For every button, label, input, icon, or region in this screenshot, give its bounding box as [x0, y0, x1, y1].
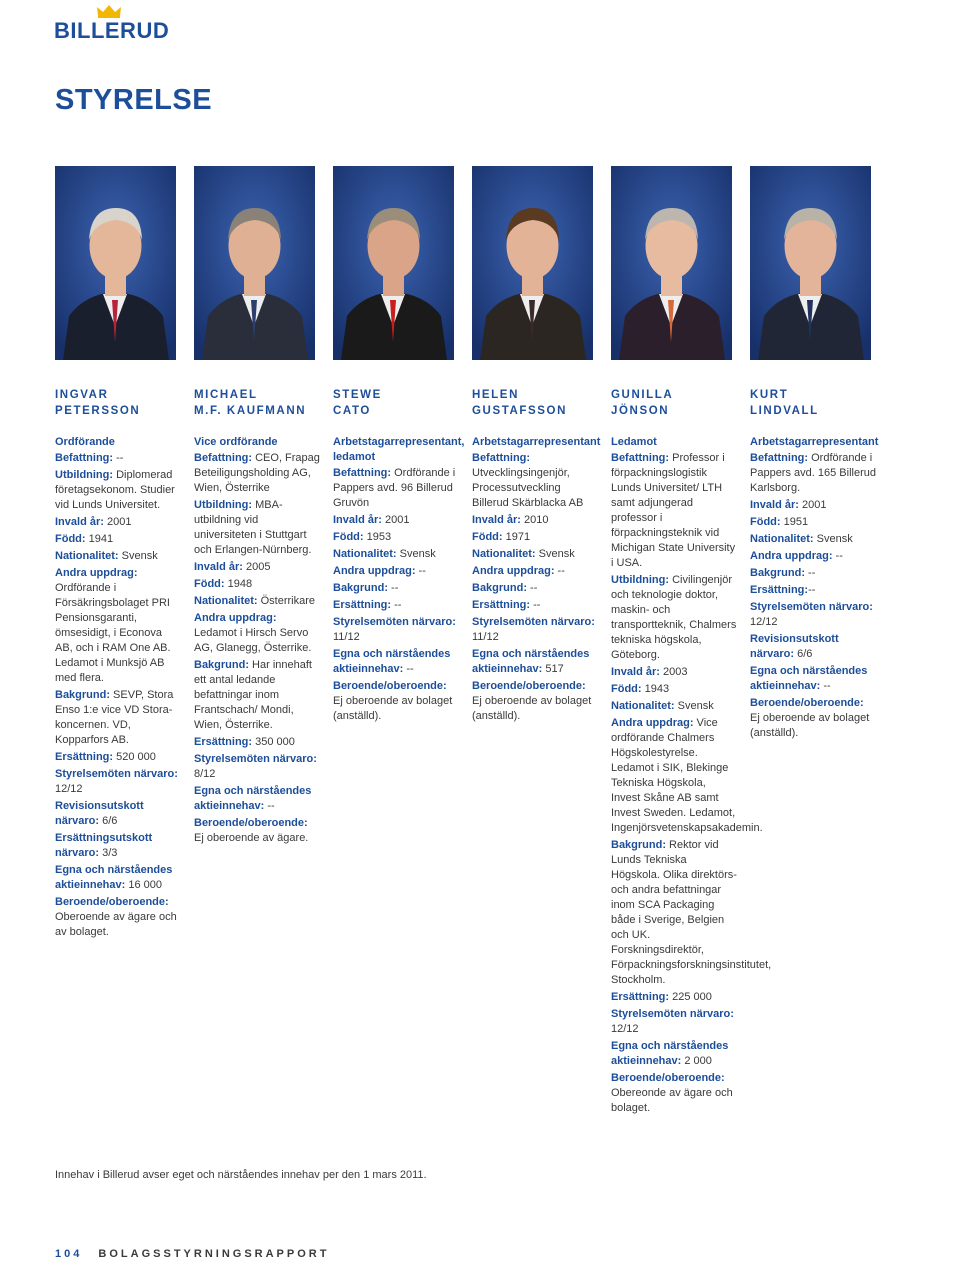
- detail-value: 16 000: [125, 879, 163, 891]
- detail-item: [333, 581, 459, 596]
- detail-item: [472, 564, 598, 579]
- detail-label: Utbildning:: [194, 499, 253, 511]
- member-name: [750, 388, 876, 420]
- detail-item: [611, 682, 737, 697]
- detail-item: [55, 549, 181, 564]
- detail-item: [333, 564, 459, 579]
- detail-label: Invald år:: [611, 666, 660, 678]
- detail-label: Invald år:: [333, 514, 382, 526]
- logo-text: BILLERUD: [54, 18, 170, 43]
- detail-item: [472, 598, 598, 613]
- detail-item: [472, 547, 598, 562]
- detail-value: 2001: [381, 514, 410, 526]
- detail-label: Andra uppdrag:: [611, 717, 694, 729]
- page-footer: [55, 1248, 329, 1260]
- detail-item: [750, 549, 876, 564]
- portrait-photo: [611, 166, 732, 360]
- detail-label: Revisionsutskott närvaro:: [750, 633, 839, 660]
- detail-label: Bakgrund:: [333, 582, 388, 594]
- detail-label: Bakgrund:: [472, 582, 527, 594]
- detail-item: [55, 895, 181, 940]
- member-first-name: INGVAR: [55, 389, 109, 401]
- detail-label: Befattning:: [472, 452, 531, 464]
- detail-value: Civilingenjör och teknologie doktor, maskin- och transportteknik, Chalmers tekniska högskola, Göteborg.: [611, 574, 737, 661]
- detail-label: Invald år:: [55, 516, 104, 528]
- detail-value: 8/12: [194, 768, 216, 780]
- detail-item: [750, 515, 876, 530]
- detail-value: Ej oberoende av ägare.: [194, 832, 309, 844]
- portrait-photo: [55, 166, 176, 360]
- detail-label: Styrelsemöten närvaro:: [611, 1008, 734, 1020]
- section-name: BOLAGSSTYRNINGSRAPPORT: [98, 1248, 330, 1260]
- detail-value: 2005: [242, 561, 271, 573]
- detail-item: [55, 799, 181, 829]
- detail-item: [750, 632, 876, 662]
- detail-value: --: [808, 584, 816, 596]
- member-last-name: CATO: [333, 404, 371, 417]
- detail-label: Beroende/oberoende:: [750, 697, 864, 709]
- detail-label: Ersättning:: [55, 751, 114, 763]
- detail-label: Egna och närståendes aktieinnehav:: [194, 785, 312, 812]
- detail-label: Andra uppdrag:: [472, 565, 555, 577]
- detail-label: Invald år:: [472, 514, 521, 526]
- detail-item: [611, 990, 737, 1005]
- member-role: Ledamot: [611, 436, 657, 448]
- member-first-name: GUNILLA: [611, 389, 674, 401]
- detail-value: 1948: [224, 578, 253, 590]
- detail-label: Född:: [194, 578, 225, 590]
- member-role: Arbetstagarrepresentant: [472, 436, 601, 448]
- detail-item: [55, 566, 181, 686]
- detail-item: [194, 451, 320, 496]
- detail-label: Befattning:: [194, 452, 253, 464]
- detail-value: CEO, Frapag Beteiligungsholding AG, Wien, Österrike: [194, 452, 320, 494]
- detail-label: Andra uppdrag:: [194, 612, 277, 624]
- detail-item: [55, 515, 181, 530]
- member-first-name: STEWE: [333, 389, 382, 401]
- detail-value: Oberoende av ägare och av bolaget.: [55, 911, 177, 938]
- detail-value: Ledamot i Hirsch Servo AG, Glanegg, Österrike.: [194, 627, 312, 654]
- detail-item: [472, 451, 598, 511]
- detail-value: --: [805, 567, 816, 579]
- detail-value: Obereonde av ägare och bolaget.: [611, 1087, 733, 1114]
- detail-value: 6/6: [99, 815, 118, 827]
- member-role: Ordförande: [55, 436, 115, 448]
- detail-label: Beroende/oberoende:: [194, 817, 308, 829]
- detail-item: [750, 583, 876, 598]
- member-name: [194, 388, 320, 420]
- detail-label: Ersättning:: [750, 584, 809, 596]
- board-member-column: [472, 166, 601, 726]
- detail-label: Beroende/oberoende:: [611, 1072, 725, 1084]
- detail-value: 1951: [780, 516, 809, 528]
- detail-label: Född:: [750, 516, 781, 528]
- detail-label: Befattning:: [611, 452, 670, 464]
- detail-label: Ersättningsutskott närvaro:: [55, 832, 153, 859]
- detail-value: 11/12: [333, 631, 360, 643]
- member-last-name: GUSTAFSSON: [472, 404, 568, 417]
- member-role: Arbetstagarrepresentant: [750, 436, 879, 448]
- detail-value: 520 000: [113, 751, 156, 763]
- detail-item: [333, 679, 459, 724]
- detail-item: [55, 468, 181, 513]
- detail-value: 1971: [502, 531, 531, 543]
- detail-label: Nationalitet:: [611, 700, 675, 712]
- detail-value: Svensk: [674, 700, 714, 712]
- detail-value: --: [388, 582, 399, 594]
- detail-item: [750, 696, 876, 741]
- detail-label: Revisionsutskott närvaro:: [55, 800, 144, 827]
- detail-value: Professor i förpackningslogistik Lunds Universitet/ LTH samt adjungerad professor i förpackningsteknik vid Michigan State University i USA.: [611, 452, 736, 569]
- detail-item: [55, 831, 181, 861]
- member-first-name: HELEN: [472, 389, 519, 401]
- detail-label: Bakgrund:: [750, 567, 805, 579]
- detail-item: [194, 735, 320, 750]
- member-last-name: JÖNSON: [611, 404, 670, 417]
- detail-label: Egna och närståendes aktieinnehav:: [333, 648, 451, 675]
- detail-label: Ersättning:: [472, 599, 531, 611]
- detail-value: --: [391, 599, 402, 611]
- member-first-name: KURT: [750, 389, 789, 401]
- member-details: [750, 435, 879, 741]
- detail-value: Ordförande i Pappers avd. 96 Billerud Gruvön: [333, 467, 456, 509]
- detail-item: [55, 532, 181, 547]
- detail-value: Utvecklingsingenjör, Processutveckling Billerud Skärblacka AB: [472, 467, 584, 509]
- detail-item: [55, 863, 181, 893]
- detail-item: [55, 688, 181, 748]
- footnote: Innehav i Billerud avser eget och närståendes innehav per den 1 mars 2011.: [55, 1169, 427, 1181]
- page-number: 104: [55, 1248, 83, 1260]
- detail-item: [333, 615, 459, 645]
- detail-value: SEVP, Stora Enso 1:e vice VD Stora-koncernen. VD, Kopparfors AB.: [55, 689, 174, 746]
- detail-item: [194, 784, 320, 814]
- detail-value: Svensk: [813, 533, 853, 545]
- detail-item: [333, 547, 459, 562]
- detail-label: Befattning:: [333, 467, 392, 479]
- member-first-name: MICHAEL: [194, 389, 258, 401]
- detail-value: --: [832, 550, 843, 562]
- detail-item: [194, 577, 320, 592]
- board-member-column: [55, 166, 181, 942]
- detail-value: 2 000: [681, 1055, 712, 1067]
- detail-label: Egna och närståendes aktieinnehav:: [472, 648, 590, 675]
- billerud-logo: [54, 4, 170, 44]
- member-details: [55, 435, 181, 940]
- detail-value: 1941: [85, 533, 114, 545]
- detail-value: --: [554, 565, 565, 577]
- member-name: [611, 388, 737, 420]
- detail-label: Beroende/oberoende:: [55, 896, 169, 908]
- detail-label: Ersättning:: [194, 736, 253, 748]
- detail-value: Har innehaft ett antal ledande befattningar inom Frantschach/ Mondi, Wien, Österrike.: [194, 659, 312, 731]
- detail-item: [750, 498, 876, 513]
- member-name: [472, 388, 598, 420]
- detail-item: [750, 566, 876, 581]
- detail-label: Nationalitet:: [333, 548, 397, 560]
- detail-value: 6/6: [794, 648, 813, 660]
- detail-value: Svensk: [535, 548, 575, 560]
- member-details: [472, 435, 601, 724]
- detail-item: [611, 1039, 737, 1069]
- detail-value: 12/12: [611, 1023, 639, 1035]
- detail-item: [611, 716, 763, 836]
- detail-item: [194, 560, 320, 575]
- detail-item: [750, 664, 876, 694]
- detail-label: Styrelsemöten närvaro:: [750, 601, 873, 613]
- detail-item: [611, 573, 737, 663]
- detail-item: [611, 838, 772, 988]
- member-role: Arbetstagarrepresentant, ledamot: [333, 436, 465, 463]
- member-name: [55, 388, 181, 420]
- detail-item: [194, 658, 320, 733]
- detail-label: Egna och närståendes aktieinnehav:: [55, 864, 173, 891]
- detail-value: 350 000: [252, 736, 295, 748]
- detail-value: Ej oberoende av bolaget (anställd).: [333, 695, 453, 722]
- member-last-name: PETERSSON: [55, 404, 141, 417]
- detail-value: Svensk: [396, 548, 436, 560]
- detail-label: Nationalitet:: [472, 548, 536, 560]
- detail-item: [472, 513, 598, 528]
- detail-item: [472, 530, 598, 545]
- detail-label: Bakgrund:: [611, 839, 666, 851]
- detail-value: 225 000: [669, 991, 712, 1003]
- detail-label: Styrelsemöten närvaro:: [472, 616, 595, 628]
- detail-item: [611, 1007, 737, 1037]
- board-member-column: [194, 166, 320, 848]
- detail-label: Född:: [55, 533, 86, 545]
- detail-label: Andra uppdrag:: [750, 550, 833, 562]
- detail-value: Österrikare: [257, 595, 316, 607]
- detail-value: 517: [542, 663, 564, 675]
- detail-value: 2003: [659, 666, 688, 678]
- member-last-name: M.F. KAUFMANN: [194, 404, 307, 417]
- detail-value: --: [403, 663, 414, 675]
- detail-value: 1953: [363, 531, 392, 543]
- detail-item: [194, 594, 320, 609]
- detail-label: Befattning:: [750, 452, 809, 464]
- detail-label: Utbildning:: [55, 469, 114, 481]
- detail-value: --: [530, 599, 541, 611]
- detail-item: [194, 752, 320, 782]
- detail-item: [194, 611, 320, 656]
- detail-value: Ordförande i Försäkringsbolaget PRI Pensionsgaranti, ömsesidigt, i Econova AB, och i RAM One AB. Ledamot i Munksjö AB med flera.: [55, 582, 171, 684]
- detail-item: [472, 679, 598, 724]
- detail-label: Född:: [472, 531, 503, 543]
- detail-value: 12/12: [55, 783, 83, 795]
- detail-value: 2010: [520, 514, 549, 526]
- detail-value: --: [527, 582, 538, 594]
- detail-value: --: [264, 800, 275, 812]
- portrait-photo: [750, 166, 871, 360]
- detail-item: [472, 581, 598, 596]
- page-title: STYRELSE: [55, 84, 213, 116]
- detail-item: [194, 498, 320, 558]
- detail-value: 2001: [798, 499, 827, 511]
- detail-label: Invald år:: [750, 499, 799, 511]
- detail-item: [333, 513, 459, 528]
- detail-value: 2001: [103, 516, 132, 528]
- detail-label: Andra uppdrag:: [333, 565, 416, 577]
- board-member-column: [750, 166, 879, 743]
- detail-item: [750, 532, 876, 547]
- detail-value: 11/12: [472, 631, 499, 643]
- detail-label: Utbildning:: [611, 574, 670, 586]
- detail-value: Ej oberoende av bolaget (anställd).: [750, 712, 870, 739]
- member-details: [611, 435, 772, 1116]
- detail-item: [55, 451, 181, 466]
- detail-label: Egna och närståendes aktieinnehav:: [750, 665, 868, 692]
- detail-value: --: [113, 452, 124, 464]
- detail-value: Svensk: [118, 550, 158, 562]
- detail-label: Beroende/oberoende:: [333, 680, 447, 692]
- detail-item: [333, 530, 459, 545]
- detail-item: [750, 451, 876, 496]
- detail-item: [611, 451, 737, 571]
- detail-value: 1943: [641, 683, 670, 695]
- detail-value: --: [415, 565, 426, 577]
- detail-value: Rektor vid Lunds Tekniska Högskola. Olika direktörs- och andra befattningar inom SCA Packaging både i Sverige, Belgien och UK. Forskningsdirektör, Förpackningsforskningsinstitutet, Stockholm.: [611, 839, 772, 986]
- crown-icon: [96, 4, 122, 18]
- detail-item: [611, 665, 737, 680]
- detail-label: Nationalitet:: [750, 533, 814, 545]
- detail-label: Ersättning:: [333, 599, 392, 611]
- member-last-name: LINDVALL: [750, 404, 819, 417]
- detail-label: Född:: [611, 683, 642, 695]
- portrait-photo: [472, 166, 593, 360]
- detail-label: Nationalitet:: [194, 595, 258, 607]
- detail-label: Andra uppdrag:: [55, 567, 138, 579]
- detail-label: Född:: [333, 531, 364, 543]
- portrait-photo: [333, 166, 454, 360]
- detail-value: Ordförande i Pappers avd. 165 Billerud Karlsborg.: [750, 452, 876, 494]
- member-name: [333, 388, 459, 420]
- detail-item: [472, 647, 598, 677]
- detail-value: MBA-utbildning vid universiteten i Stuttgart och Erlangen-Nürnberg.: [194, 499, 312, 556]
- detail-value: --: [820, 680, 831, 692]
- detail-label: Invald år:: [194, 561, 243, 573]
- detail-value: Ej oberoende av bolaget (anställd).: [472, 695, 592, 722]
- detail-label: Bakgrund:: [55, 689, 110, 701]
- member-details: [194, 435, 320, 846]
- detail-label: Styrelsemöten närvaro:: [333, 616, 456, 628]
- portrait-photo: [194, 166, 315, 360]
- detail-item: [333, 647, 459, 677]
- detail-label: Ersättning:: [611, 991, 670, 1003]
- detail-item: [333, 466, 459, 511]
- detail-item: [333, 598, 459, 613]
- detail-item: [611, 699, 737, 714]
- detail-value: Vice ordförande Chalmers Högskolestyrelse. Ledamot i SIK, Blekinge Tekniska Högskola, Invest Skåne AB samt Invest Sweden. Ledamot, Ingenjörsvetenskapsakademin.: [611, 717, 763, 834]
- detail-label: Nationalitet:: [55, 550, 119, 562]
- member-role: Vice ordförande: [194, 436, 278, 448]
- detail-item: [194, 816, 320, 846]
- member-details: [333, 435, 465, 724]
- detail-item: [750, 600, 876, 630]
- detail-label: Styrelsemöten närvaro:: [194, 753, 317, 765]
- detail-item: [55, 767, 181, 797]
- detail-value: 3/3: [99, 847, 118, 859]
- board-member-column: [333, 166, 465, 726]
- detail-label: Bakgrund:: [194, 659, 249, 671]
- detail-label: Beroende/oberoende:: [472, 680, 586, 692]
- detail-label: Styrelsemöten närvaro:: [55, 768, 178, 780]
- detail-item: [611, 1071, 737, 1116]
- detail-value: 12/12: [750, 616, 778, 628]
- detail-item: [472, 615, 598, 645]
- detail-value: Diplomerad företagsekonom. Studier vid Lunds Universitet.: [55, 469, 175, 511]
- detail-item: [55, 750, 181, 765]
- detail-label: Egna och närståendes aktieinnehav:: [611, 1040, 729, 1067]
- detail-label: Befattning:: [55, 452, 114, 464]
